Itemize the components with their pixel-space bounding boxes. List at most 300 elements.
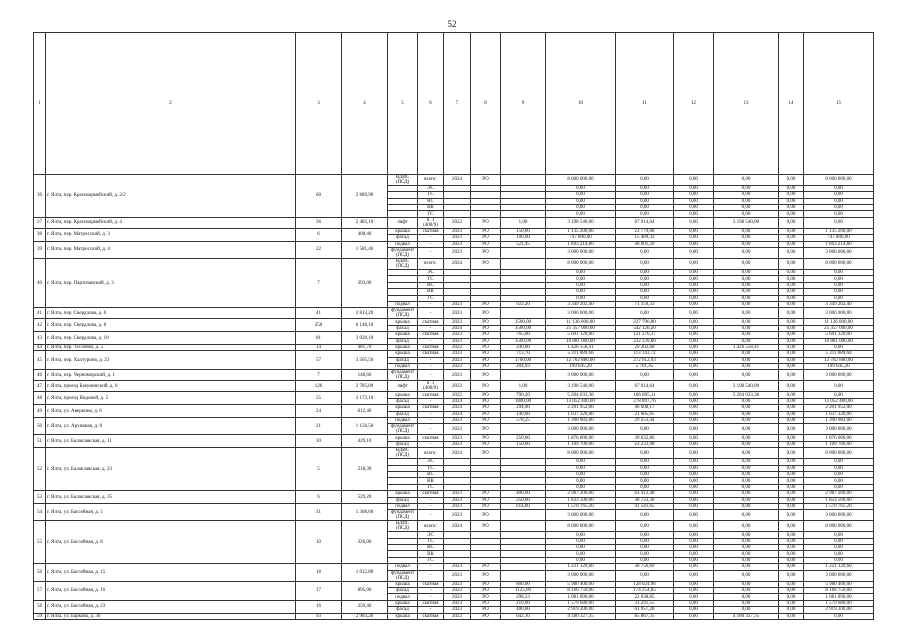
sum-cell: 0,00 (804, 185, 874, 191)
year-cell: 2023 (444, 319, 471, 325)
volume-cell: 250,00 (501, 497, 546, 503)
row-number-cell: 59 (34, 613, 46, 619)
address-cell: г. Ялта, пер. Партизанский, д. 3 (46, 258, 296, 307)
count-cell: 6 (296, 491, 342, 504)
sum-cell: 5 691 120,00 (804, 332, 874, 338)
row-number-cell: 39 (34, 241, 46, 258)
year-cell: 2024 (444, 325, 471, 331)
area-cell: 1 156,50 (342, 418, 388, 435)
row-number-cell: 38 (34, 228, 46, 241)
cost-cell: 1 081 890,00 (546, 594, 616, 600)
fund-cell: РО (471, 411, 501, 417)
year-cell: 2024 (444, 398, 471, 404)
method-cell: скатная (418, 351, 444, 357)
sum-cell: 0,00 (674, 532, 714, 538)
sum-cell: 0,00 (779, 325, 804, 331)
volume-cell: 790,20 (501, 392, 546, 398)
method-cell: - (418, 308, 444, 319)
sum-cell: 0,00 (674, 594, 714, 600)
sum-cell: 0,00 (674, 545, 714, 551)
volume-cell (501, 448, 546, 459)
sum-cell: 0,00 (779, 471, 804, 477)
work-type-cell: крыша (388, 392, 418, 398)
sum-cell: 3 000 000,00 (804, 570, 874, 581)
sum-cell: 8 000 000,00 (804, 448, 874, 459)
cost-cell: 5 980 400,00 (546, 581, 616, 587)
specific-cost-cell: 0,00 (616, 521, 674, 532)
column-number: 2 (46, 33, 296, 175)
fund-cell: РО (471, 510, 501, 521)
volume-cell: 1800,00 (501, 398, 546, 404)
specific-cost-cell: 542 126,20 (616, 325, 674, 331)
work-type-cell: фасад (388, 357, 418, 363)
sum-cell: 1 876 000,00 (804, 435, 874, 441)
method-cell: ГС (418, 557, 444, 563)
cost-cell: 0,00 (546, 289, 616, 295)
fund-cell: РО (471, 448, 501, 459)
sum-cell: 0,00 (674, 357, 714, 363)
volume-cell: 800,00 (501, 581, 546, 587)
method-cell: всего: (418, 448, 444, 459)
sum-cell: 0,00 (714, 405, 779, 411)
specific-cost-cell: 0,00 (616, 448, 674, 459)
row-number-cell: 43 (34, 332, 46, 345)
sum-cell: 0,00 (779, 282, 804, 288)
address-cell: г. Ялта, пер. Матросский, д. 3 (46, 228, 296, 241)
work-type-cell: подвал (388, 564, 418, 570)
year-cell: 2023 (444, 441, 471, 447)
count-cell: 6 (296, 228, 342, 241)
method-cell: - (418, 418, 444, 424)
row-number-cell: 44 (34, 344, 46, 350)
specific-cost-cell: 46 608,17 (616, 405, 674, 411)
sum-cell: 0,00 (674, 551, 714, 557)
row-number-cell: 42 (34, 319, 46, 332)
address-cell: г. Ялта, пер. Тесленко, д. 5 (46, 344, 296, 350)
cost-cell: 1 037 320,00 (546, 411, 616, 417)
table-row (34, 392, 874, 398)
sum-cell: 0,00 (779, 211, 804, 217)
address-cell: г. Ялта, ул. Бассейная, д. 5 (46, 503, 296, 520)
area-cell: 408,40 (342, 228, 388, 241)
sum-cell: 8 000 000,00 (804, 521, 874, 532)
area-cell: 1 012,80 (342, 564, 388, 581)
fund-cell: РО (471, 405, 501, 411)
count-cell: 21 (296, 418, 342, 435)
area-cell: 259,40 (342, 600, 388, 613)
method-cell: - (418, 235, 444, 241)
cost-cell: 8 000 000,00 (546, 174, 616, 185)
sum-cell: 0,00 (674, 258, 714, 269)
sum-cell: 3 000 000,00 (804, 424, 874, 435)
specific-cost-cell: 0,00 (616, 269, 674, 275)
sum-cell: 0,00 (714, 532, 779, 538)
sum-cell: 0,00 (804, 478, 874, 484)
sum-cell: 0,00 (714, 538, 779, 544)
method-cell: - (418, 564, 444, 570)
specific-cost-cell: 0,00 (616, 258, 674, 269)
year-cell: 2023 (444, 241, 471, 247)
volume-cell: 1500,00 (501, 338, 546, 344)
column-number: 11 (616, 33, 674, 175)
volume-cell: 400,00 (501, 607, 546, 613)
sum-cell: 0,00 (674, 471, 714, 477)
sum-cell: 0,00 (674, 521, 714, 532)
fund-cell: РО (471, 613, 501, 619)
cost-cell: 2 201 952,00 (546, 405, 616, 411)
method-cell: ВК (418, 551, 444, 557)
sum-cell: 0,00 (804, 471, 874, 477)
sum-cell: 2 201 952,00 (804, 405, 874, 411)
work-type-cell: фундамент (ПСД) (388, 308, 418, 319)
sum-cell: 0,00 (779, 185, 804, 191)
sum-cell: 0,00 (779, 192, 804, 198)
column-number: 3 (296, 33, 342, 175)
count-cell: 57 (296, 351, 342, 370)
volume-cell: 150,00 (501, 228, 546, 234)
volume-cell (501, 258, 546, 269)
sum-cell: 10 881 000,00 (804, 338, 874, 344)
work-type-cell: фундамент (ПСД) (388, 570, 418, 581)
sum-cell: 0,00 (779, 588, 804, 594)
method-cell: скатная (418, 405, 444, 411)
specific-cost-cell: 0,00 (616, 370, 674, 381)
method-cell: - (418, 398, 444, 404)
volume-cell (501, 510, 546, 521)
year-cell: 2022 (444, 613, 471, 619)
sum-cell: 0,00 (674, 503, 714, 509)
specific-cost-cell: 113 143,72 (616, 351, 674, 357)
sum-cell: 8 000 000,00 (804, 258, 874, 269)
fund-cell: РО (471, 344, 501, 350)
sum-cell: 0,00 (674, 228, 714, 234)
method-cell: скатная (418, 600, 444, 606)
sum-cell: 0,00 (779, 491, 804, 497)
volume-cell: 614,80 (501, 503, 546, 509)
sum-cell: 0,00 (779, 398, 804, 404)
specific-cost-cell: 41 541,65 (616, 503, 674, 509)
count-cell: 17 (296, 581, 342, 600)
specific-cost-cell: 0,00 (616, 424, 674, 435)
method-cell: - (418, 247, 444, 258)
volume-cell: 1125,00 (501, 588, 546, 594)
sum-cell: 0,00 (804, 217, 874, 228)
work-type-cell: фасад (388, 411, 418, 417)
area-cell: 2 983,20 (342, 613, 388, 619)
sum-cell: 0,00 (714, 370, 779, 381)
specific-cost-cell: 0,00 (616, 538, 674, 544)
sum-cell: 0,00 (674, 276, 714, 282)
sum-cell: 0,00 (674, 564, 714, 570)
sum-cell: 0,00 (674, 332, 714, 338)
cost-cell: 0,00 (546, 465, 616, 471)
sum-cell: 0,00 (714, 282, 779, 288)
fund-cell: РО (471, 174, 501, 185)
work-type-cell: лифт (388, 381, 418, 392)
sum-cell: 0,00 (714, 497, 779, 503)
address-cell: г. Ялта, ул. Архивная, д. 8 (46, 418, 296, 435)
sum-cell: 0,00 (714, 247, 779, 258)
area-cell: 2 785,00 (342, 381, 388, 392)
sum-cell: 0,00 (779, 424, 804, 435)
sum-cell: 0,00 (714, 510, 779, 521)
sum-cell: 0,00 (674, 465, 714, 471)
address-cell: г. Ялта, ул. Балаклавская, д. 35 (46, 491, 296, 504)
fund-cell: РО (471, 247, 501, 258)
table-row (34, 319, 874, 325)
method-cell: ВС (418, 471, 444, 477)
method-cell: ТС (418, 538, 444, 544)
sum-cell: 0,00 (714, 228, 779, 234)
specific-cost-cell: 0,00 (616, 484, 674, 490)
sum-cell: 0,00 (804, 545, 874, 551)
year-cell: 2023 (444, 228, 471, 234)
sum-cell: 0,00 (804, 211, 874, 217)
specific-cost-cell: 0,00 (616, 570, 674, 581)
sum-cell: 0,00 (714, 484, 779, 490)
sum-cell: 0,00 (714, 325, 779, 331)
sum-cell: 0,00 (714, 351, 779, 357)
sum-cell: 0,00 (714, 418, 779, 424)
work-type-cell: подвал (388, 241, 418, 247)
fund-cell: РО (471, 357, 501, 363)
area-cell: 2 813,20 (342, 308, 388, 319)
sum-cell: 0,00 (779, 276, 804, 282)
table-row (34, 174, 874, 185)
sum-cell: 0,00 (674, 418, 714, 424)
year-cell: 2023 (444, 491, 471, 497)
address-cell: г. Ялта, ул. Балаклавская, д. 23 (46, 448, 296, 491)
method-cell: - (418, 570, 444, 581)
sum-cell: 0,00 (804, 532, 874, 538)
sum-cell: 0,00 (714, 276, 779, 282)
sum-cell: 0,00 (804, 613, 874, 619)
work-type-cell: ВДИС (ПСД) (388, 258, 418, 269)
sum-cell: 0,00 (714, 319, 779, 325)
method-cell: - (418, 357, 444, 363)
sum-cell: 0,00 (779, 364, 804, 370)
sum-cell: 0,00 (714, 205, 779, 211)
sum-cell: 0,00 (779, 332, 804, 338)
volume-cell (501, 521, 546, 532)
method-cell: скатная (418, 435, 444, 441)
cost-cell: 3 000 000,00 (546, 424, 616, 435)
cost-cell: 0,00 (546, 198, 616, 204)
sum-cell: 0,00 (779, 381, 804, 392)
year-cell: 2023 (444, 418, 471, 424)
sum-cell: 0,00 (714, 308, 779, 319)
method-cell: ТС (418, 465, 444, 471)
sum-cell: 1 109 700,00 (804, 441, 874, 447)
specific-cost-cell: 23 233,98 (616, 441, 674, 447)
sum-cell: 0,00 (779, 269, 804, 275)
volume-cell (501, 370, 546, 381)
sum-cell: 0,00 (674, 478, 714, 484)
sum-cell: 0,00 (714, 570, 779, 581)
sum-cell: 2 987 200,00 (804, 491, 874, 497)
work-type-cell: подвал (388, 503, 418, 509)
sum-cell: 0,00 (674, 570, 714, 581)
count-cell: 10 (296, 435, 342, 448)
count-cell: 14 (296, 344, 342, 350)
method-cell: ЭС (418, 185, 444, 191)
cost-cell: 1 426 558,41 (546, 344, 616, 350)
sum-cell: 3 000 000,00 (804, 370, 874, 381)
sum-cell: 0,00 (674, 295, 714, 301)
sum-cell: 0,00 (714, 581, 779, 587)
sum-cell: 1 893 214,80 (804, 241, 874, 247)
cost-cell: 3 000 000,00 (546, 308, 616, 319)
method-cell: - (418, 588, 444, 594)
sum-cell: 0,00 (779, 613, 804, 619)
fund-cell: РО (471, 381, 501, 392)
cost-cell: 0,00 (546, 211, 616, 217)
specific-cost-cell: 0,00 (616, 510, 674, 521)
method-cell: скатная (418, 228, 444, 234)
address-cell: г. Ялта, пер. Матросский, д. 4 (46, 241, 296, 258)
address-cell: г. Ялта, ул. Баркова, д. 36 (46, 613, 296, 619)
work-type-cell: фасад (388, 588, 418, 594)
specific-cost-cell: 0,00 (616, 551, 674, 557)
area-cell: 3 505,50 (342, 351, 388, 370)
volume-cell (501, 174, 546, 185)
cost-cell: 2 987 200,00 (546, 491, 616, 497)
method-cell: - (418, 441, 444, 447)
method-cell: - (418, 370, 444, 381)
specific-cost-cell: 0,00 (616, 211, 674, 217)
sum-cell: 5 311 089,60 (804, 351, 874, 357)
sum-cell: 0,00 (674, 308, 714, 319)
year-cell: 2024 (444, 448, 471, 459)
column-number: 8 (471, 33, 501, 175)
cost-cell: 2 919 200,00 (546, 607, 616, 613)
table-row (34, 448, 874, 459)
sum-cell: 0,00 (674, 398, 714, 404)
specific-cost-cell: 0,00 (616, 532, 674, 538)
sum-cell: 0,00 (779, 308, 804, 319)
work-type-cell: фасад (388, 441, 418, 447)
year-cell: 2024 (444, 411, 471, 417)
method-cell: всего: (418, 258, 444, 269)
sum-cell: 0,00 (779, 484, 804, 490)
specific-cost-cell: 121 276,37 (616, 332, 674, 338)
method-cell: - (418, 411, 444, 417)
sum-cell: 0,00 (779, 459, 804, 465)
specific-cost-cell: 21 685,05 (616, 411, 674, 417)
year-cell: 2024 (444, 174, 471, 185)
work-type-cell: фасад (388, 235, 418, 241)
cost-cell: 0,00 (546, 557, 616, 563)
sum-cell: 0,00 (674, 282, 714, 288)
cost-cell: 0,00 (546, 269, 616, 275)
volume-cell: 400,00 (501, 491, 546, 497)
sum-cell: 8 166 750,00 (804, 588, 874, 594)
column-number: 5 (388, 33, 418, 175)
sum-cell: 0,00 (804, 557, 874, 563)
fund-cell: РО (471, 491, 501, 497)
address-cell: г. Ялта, проезд Видовой, д. 5 (46, 392, 296, 405)
count-cell: 60 (296, 174, 342, 217)
sum-cell: 0,00 (779, 465, 804, 471)
sum-cell: 0,00 (779, 405, 804, 411)
work-type-cell: ВДИС (ПСД) (388, 521, 418, 532)
year-cell: 2022 (444, 217, 471, 228)
method-cell: скатная (418, 332, 444, 338)
sum-cell: 0,00 (804, 198, 874, 204)
fund-cell: РО (471, 241, 501, 247)
year-cell: 2023 (444, 332, 471, 338)
sum-cell: 0,00 (779, 357, 804, 363)
sum-cell: 0,00 (779, 344, 804, 350)
sum-cell: 0,00 (779, 545, 804, 551)
sum-cell: 0,00 (674, 581, 714, 587)
fund-cell: РО (471, 521, 501, 532)
row-number-cell: 48 (34, 392, 46, 405)
method-cell: скатная (418, 613, 444, 619)
sum-cell: 0,00 (779, 497, 804, 503)
fund-cell: РО (471, 594, 501, 600)
work-type-cell: крыша (388, 228, 418, 234)
volume-cell: 922,20 (501, 301, 546, 307)
address-cell: г. Ялта, ул. Аверкина, д. 6 (46, 405, 296, 418)
year-cell: 2023 (444, 364, 471, 370)
sum-cell: 5 204 033,38 (714, 392, 779, 398)
fund-cell: РО (471, 217, 501, 228)
sum-cell: 8 000 000,00 (804, 174, 874, 185)
method-cell: ВК (418, 205, 444, 211)
cost-cell: 8 000 000,00 (546, 521, 616, 532)
sum-cell: 0,00 (779, 338, 804, 344)
column-number: 1 (34, 33, 46, 175)
column-number: 4 (342, 33, 388, 175)
row-number-cell: 57 (34, 581, 46, 600)
address-cell: г. Ялта, пер. Халтурина, д. 23 (46, 351, 296, 370)
year-cell: 2023 (444, 308, 471, 319)
area-cell: 3 028,10 (342, 332, 388, 345)
specific-cost-cell: 174 254,85 (616, 588, 674, 594)
specific-cost-cell: 22 638,85 (616, 594, 674, 600)
row-number-cell: 58 (34, 600, 46, 613)
sum-cell: 0,00 (674, 600, 714, 606)
work-type-cell: крыша (388, 491, 418, 497)
cost-cell: 0,00 (546, 282, 616, 288)
method-cell: - (418, 241, 444, 247)
sum-cell: 0,00 (779, 441, 804, 447)
sum-cell: 0,00 (674, 613, 714, 619)
method-cell: - (418, 497, 444, 503)
table-row (34, 521, 874, 532)
sum-cell: 0,00 (714, 491, 779, 497)
sum-cell: 0,00 (779, 418, 804, 424)
year-cell: 2023 (444, 351, 471, 357)
row-number-cell: 45 (34, 351, 46, 370)
sum-cell: 3 000 000,00 (804, 247, 874, 258)
volume-cell (501, 308, 546, 319)
volume-cell: 1760,00 (501, 357, 546, 363)
table-row (34, 370, 874, 381)
volume-cell (501, 570, 546, 581)
cost-cell: 3 198 540,00 (546, 381, 616, 392)
cost-cell: 1 135 200,00 (546, 228, 616, 234)
sum-cell: 0,00 (779, 448, 804, 459)
year-cell: 2023 (444, 435, 471, 441)
method-cell: - (418, 594, 444, 600)
year-cell: 2023 (444, 503, 471, 509)
cost-cell: 747 800,00 (546, 235, 616, 241)
sum-cell: 0,00 (674, 441, 714, 447)
sum-cell: 0,00 (674, 198, 714, 204)
specific-cost-cell: 63 412,48 (616, 491, 674, 497)
